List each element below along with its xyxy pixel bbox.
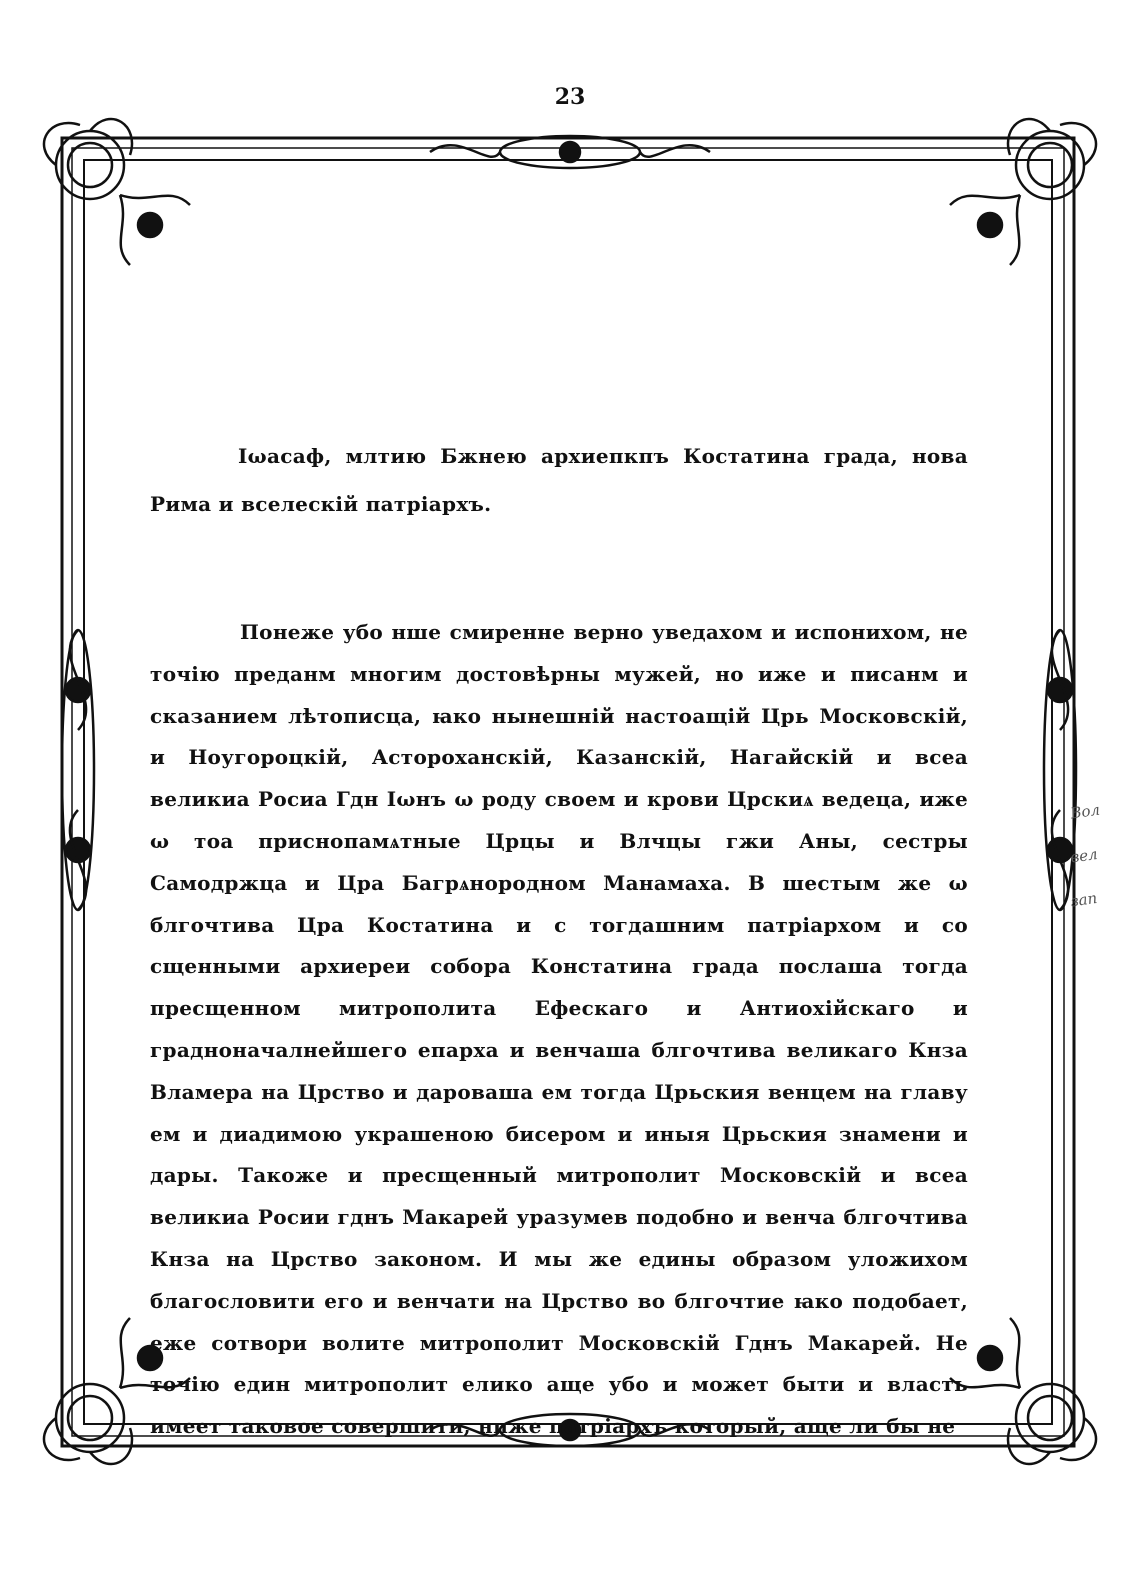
corner-ornament-top-left <box>44 119 190 265</box>
margin-note: Вол <box>1069 800 1102 823</box>
margin-note: вел <box>1069 844 1099 867</box>
ornament-left-center <box>62 630 94 910</box>
body-paragraph: Понеже убо нше смиренне верно уведахом и испонихом, не точію преданм многим достовѣрны мужей, но иже и писанм и сказанием лѣтописца, ꙗко нынешній настоащій Црь Московскій, и Ноугороцкій, Астороханскій, Казанскій, Нагайскій и всеа великиа Росиа Гдн Іωнъ ω роду своем и крови Црскиѧ ведеца, иже ω тоа приснопамѧтные Црцы и Влчцы гжи Аны, сестры Самодржца и Цра Багрѧнородном Манамаха. В шестым же ω блгочтива Цра Костатина и с тогдашним патріархом и со сщенными архиереи собора Констатина града послаша тогда пресщенном митрополита Ефескаго и Антиохійскаго и градноначалнейшего епарха и венчаша блгочтива великаго Кнза Вламера на Црство и дароваша ем тогда Црьския венцем на главу ем и диадимою украшеною бисером и иныя Црьския знамени и дары. Такоже и пресщенный митрополит Московскій и всеа великиа Росии гднъ Макарей уразумев подобно и венча блгочтива Кнза на Црство законом. И мы же едины образом уложихом благословити его и венчати на Црство во блгочтие ꙗко подобает, еже сотвори волите митрополит Московскій Гднъ Макарей. Не точію един митрополит елико аще убо и может быти и власть имеет таковое совершити, ниже патріархъ который, аще ли бы не <box>150 620 968 1439</box>
margin-note: зап <box>1069 888 1099 911</box>
page-number: 23 <box>554 84 586 110</box>
heading-paragraph: Іωасаф, млтию Бжнею архиепкпъ Костатина града, нова Рима и вселескій патріархъ. <box>150 444 968 516</box>
margin-notes <box>1069 800 1136 932</box>
ornament-top-center <box>430 136 710 168</box>
